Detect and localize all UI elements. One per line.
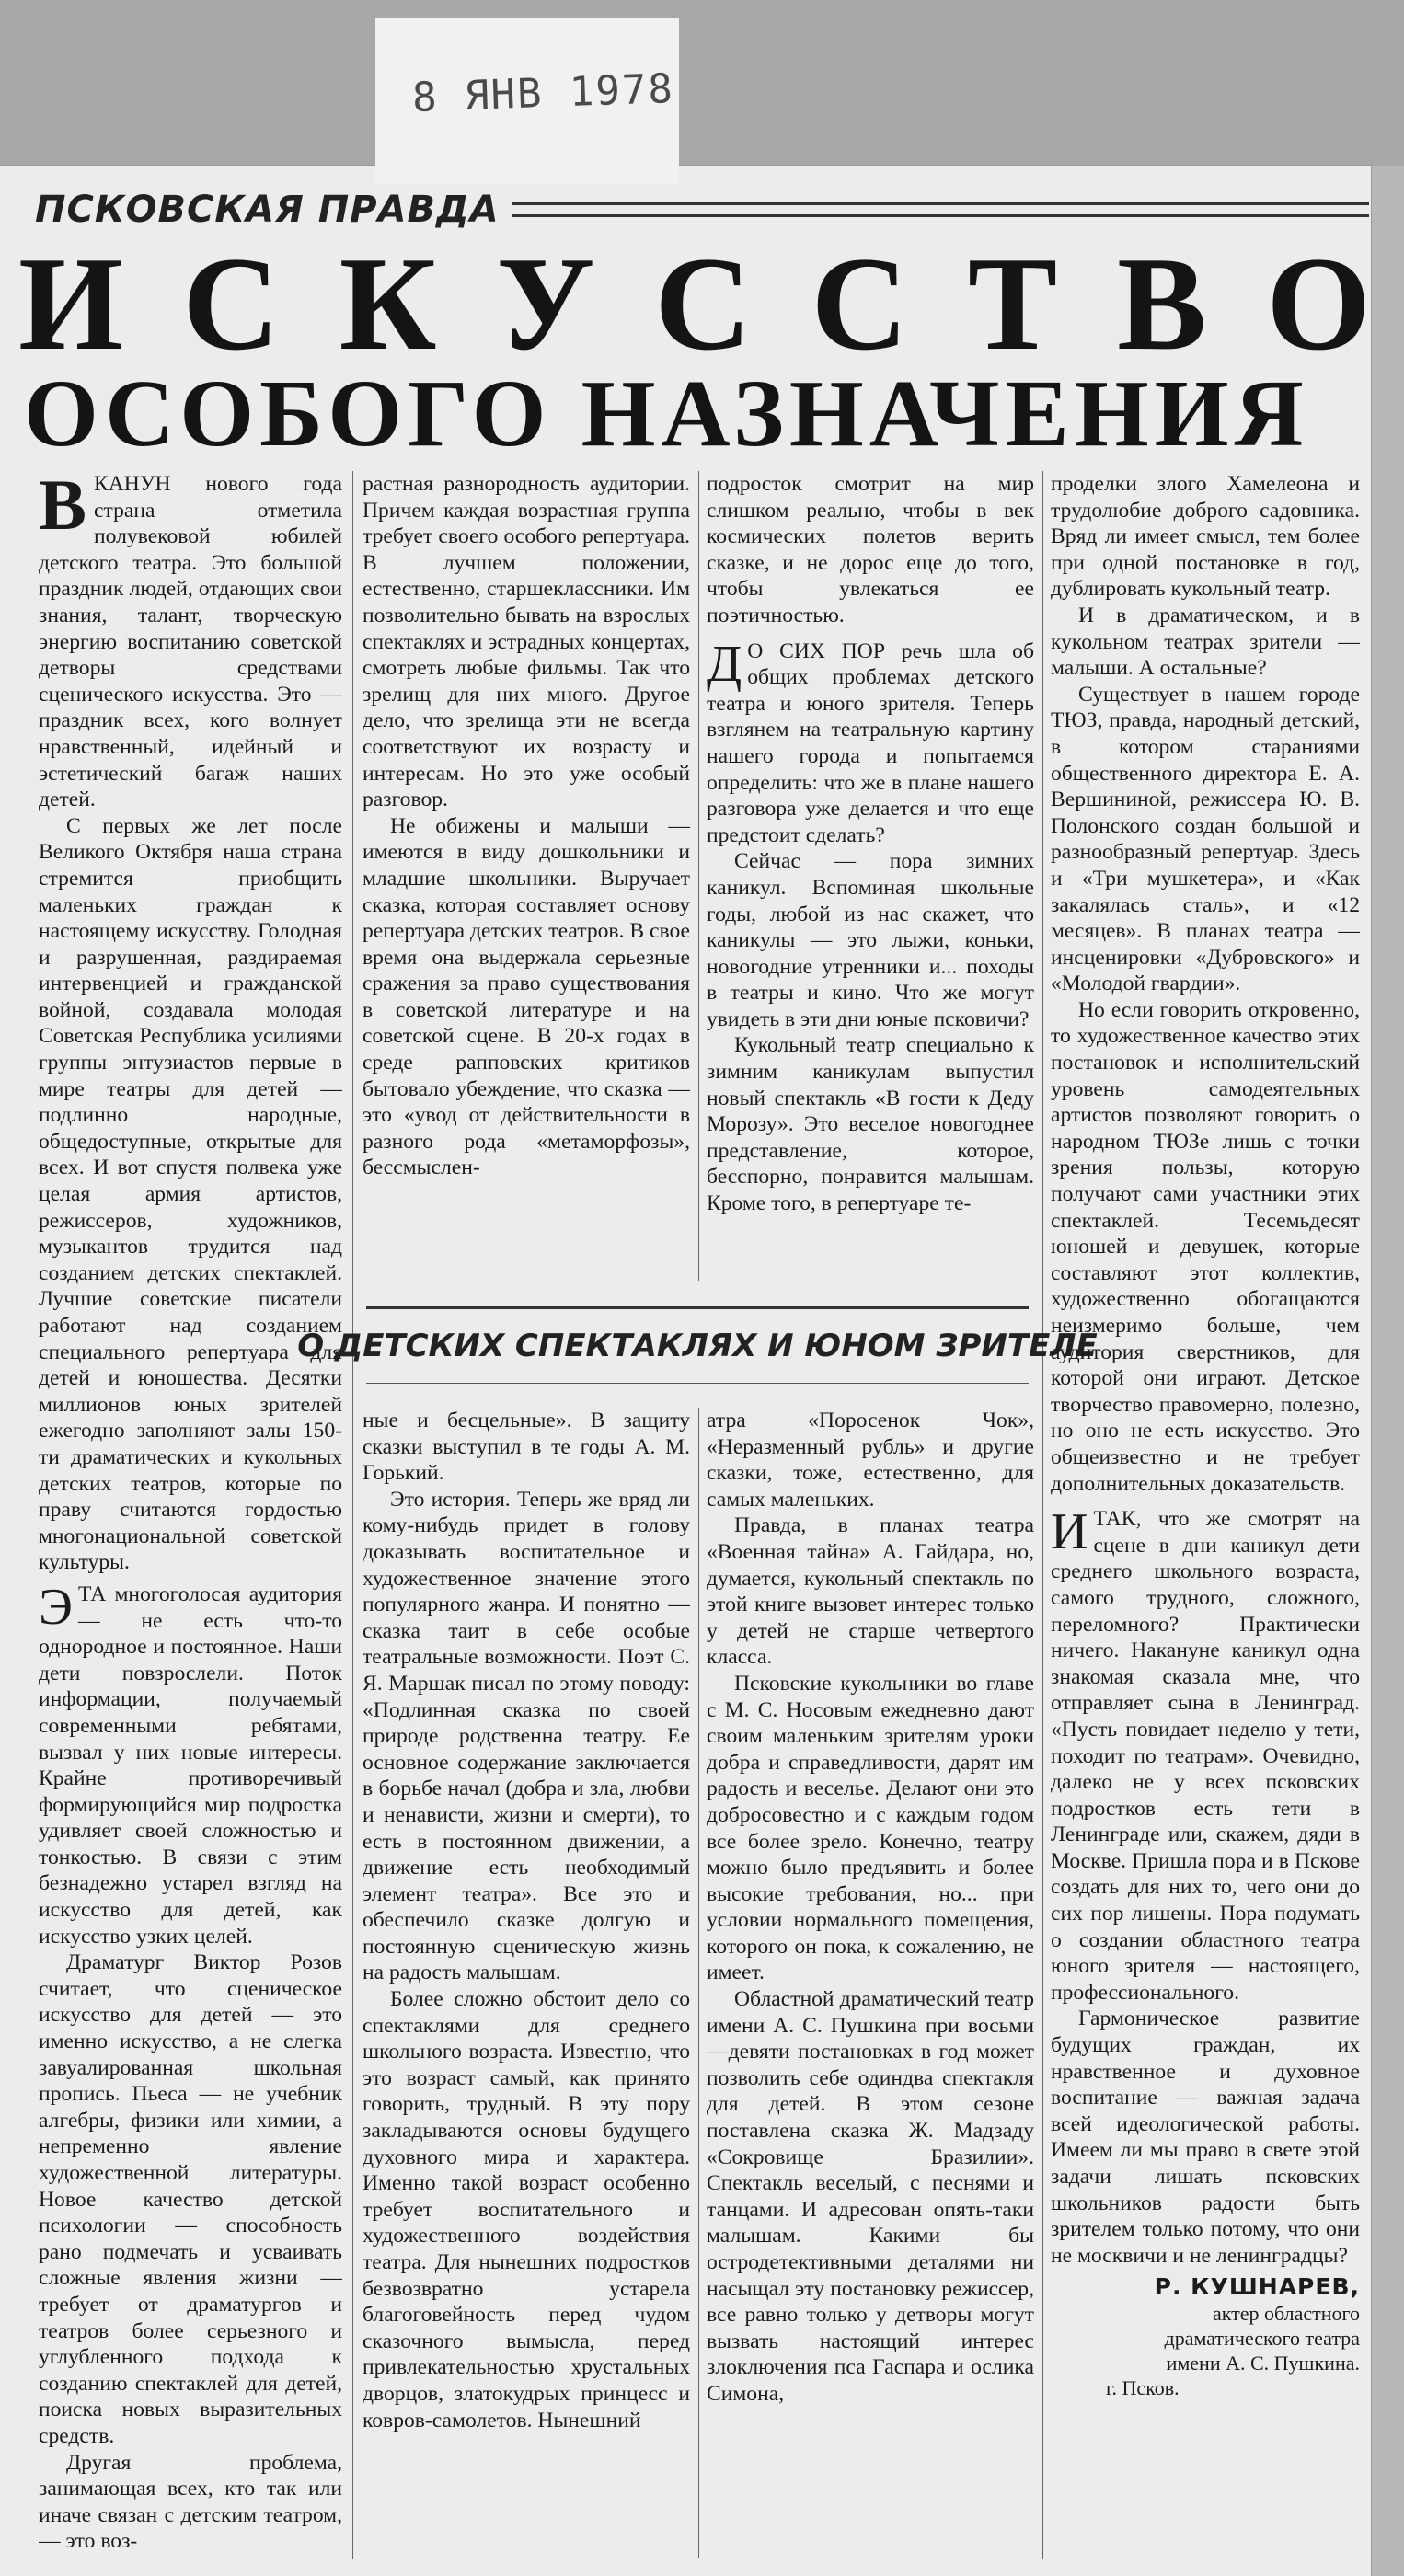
headline-letter: У — [496, 229, 595, 378]
author-role: драматического театра — [1164, 2326, 1360, 2350]
drop-cap: В — [39, 471, 87, 545]
column-rule — [1042, 471, 1043, 2559]
author-name: Р. КУШНАРЕВ, — [1154, 2273, 1360, 2301]
paragraph: Другая проблема, занимающая всех, кто так или иначе связан с детским театром, — это воз- — [39, 2450, 342, 2554]
paper-name: ПСКОВСКАЯ ПРАВДА — [35, 189, 500, 231]
paragraph: Но если говорить откровенно, то художественное качество этих постановок и исполнительский уровень самодеятельных артистов позволяют говорить о народном ТЮЗе лишь с точки зрения пользы, которую получают сами участники этих спектаклей. Тесемьдесят юношей и девушек, которые составляют этот коллектив, художественно обогащаются неизмеримо больше, чем аудитория сверстников, для которой они играют. Детское творчество правомерно, полезно, но оно не есть искусство. Это общеизвестно и не требует дополнительных доказательств. — [1051, 997, 1360, 1496]
headline-letter: С — [654, 229, 752, 378]
paragraph: проделки злого Хамелеона и трудолюбие доброго садовника. Вряд ли имеет смысл, тем более при одной постановке в год, дублировать кукольный театр. — [1051, 472, 1360, 602]
paragraph: Псковские кукольники во главе с М. С. Носовым ежедневно дают своим маленьким зрителям уроки добра и справедливости, дарят им радость и веселье. Делают они это добросовестно и с каждым годом все более зрело. Конечно, театру можно было предъявить и более высокие требования, но... при условии нормального помещения, которого он пока, к сожалению, не имеет. — [707, 1671, 1034, 1985]
paragraph: О СИХ ПОР речь шла об общих проблемах детского театра и юного зрителя. Теперь взглянем на театральную картину нашего города и попытаемся определить: что же в плане нашего разговора уже делается и что еще предстоит сделать? — [707, 638, 1034, 847]
masthead-rule — [512, 202, 1369, 217]
paragraph: Гармоническое развитие будущих граждан, их нравственное и духовное воспитание — важная задача всей идеологической работы. Имеем ли мы право в свете этой задачи лишать псковских школьников радости быть зрителем только потому, что они не москвичи и не ленинградцы? — [1051, 2007, 1360, 2268]
drop-cap: И — [1051, 1503, 1088, 1561]
headline-line-2: ОСОБОГО НАЗНАЧЕНИЯ — [24, 361, 1309, 466]
headline-letter: Т — [967, 229, 1058, 378]
headline-letter: В — [1117, 229, 1207, 378]
paragraph: КАНУН нового года страна отметила полувековой юбилей детского театра. Это большой праздник людей, отдающих свои знания, талант, творческую энергию воспитанию советской детворы средствами сценического искусства. Это — праздник всех, кого волнует нравственный, идейный и эстетический багаж наших детей. — [39, 472, 342, 812]
headline-letter: К — [339, 229, 437, 378]
paragraph: растная разнородность аудитории. Причем каждая возрастная группа требует своего особого репертуара. В лучшем положении, естественно, старшеклассники. Им позволительно бывать на взрослых спектаклях и эстрадных концертах, смотреть любые фильмы. Так что зрелищ для них много. Другое дело, что зрелища эти не всегда соответствуют их возрасту и интересам. Но это уже особый разговор. — [363, 472, 690, 812]
paragraph: Более сложно обстоит дело со спектаклями для среднего школьного возраста. Известно, что это возраст самый, как принято говорить, трудный. В эту пору закладываются основы будущего духовного мира и характера. Именно такой возраст особенно требует воспитательного и художественного воздействия театра. Для нынешних подростков безвозвратно устарела благоговейность перед чудом сказочного вымысла, перед привлекательностью хрустальных дворцов, златокудрых принцесс и ковров-самолетов. Нынешний — [363, 1987, 690, 2432]
paragraph: Сейчас — пора зимних каникул. Вспоминая школьные годы, любой из нас скажет, что каникулы — это лыжи, коньки, новогодние утренники и... походы в театры и кино. Что же могут увидеть в эти дни юные псковичи? — [707, 849, 1034, 1031]
headline-letter: С — [811, 229, 909, 378]
column-rule — [352, 471, 353, 2559]
author-role: имени А. С. Пушкина. — [1166, 2351, 1360, 2375]
paragraph: Правда, в планах театра «Военная тайна» А. Гайдара, но, думается, кукольный спектакль по этой книге вызовет интерес только у детей не старше четвертого класса. — [707, 1513, 1034, 1670]
paragraph: Кукольный театр специально к зимним каникулам выпустил новый спектакль «В гости к Деду Морозу». Это веселое новогоднее представление, которое, бесспорно, понравится малышам. Кроме того, в репертуаре те- — [707, 1033, 1034, 1216]
masthead — [35, 184, 1369, 236]
article-column-3-bottom — [707, 1408, 1034, 2569]
paragraph: Это история. Теперь же вряд ли кому-нибудь придет в голову доказывать воспитательное и художественное значение этого популярного жанра. И понятно — сказка таит в себе особые театральные возможности. Поэт С. Я. Маршак писал по этому поводу: «Подлинная сказка по своей природе родственна театру. Ее основное содержание заключается в борьбе начал (добра и зла, любви и ненависти, жизни и смерти), то есть в постоянном движении, а движение есть необходимый элемент театра». Все это и обеспечило сказке долгую и постоянную сценическую жизнь на радость малышам. — [363, 1487, 690, 1985]
article-column-2-bottom — [363, 1408, 690, 2569]
subheading — [297, 1306, 1098, 1384]
paragraph: Драматург Виктор Розов считает, что сценическое искусство для детей — это именно искусство, а не слегка завуалированная школьная пропись. Пьеса — не учебник алгебры, физики или химии, а непременно явление художественной литературы. Новое качество детской психологии — способность рано подмечать и усваивать сложные явления жизни — требует от драматургов и театров более серьезного и углубленного подхода к созданию спектаклей для детей, поиска новых выразительных средств. — [39, 1950, 342, 2448]
paragraph: С первых же лет после Великого Октября наша страна стремится приобщить маленьких граждан к настоящему искусству. Голодная и разрушенная, раздираемая интервенцией и гражданской войной, создавала молодая Советская Республика усилиями группы энтузиастов первые в мире театры для детей — подлинно народные, общедоступные, открытые для всех. И вот спустя полвека уже целая армия артистов, режиссеров, художников, музыкантов трудится над созданием детских спектаклей. Лучшие советские писатели работают над созданием специального репертуара для детей и юношества. Десятки миллионов юных зрителей ежегодно заполняют залы 150-ти драматических и кукольных детских театров, которые по праву считаются гордостью многонациональной советской культуры. — [39, 813, 342, 1575]
paragraph: атра «Поросенок Чок», «Неразменный рубль» и другие сказки, тоже, естественно, для самых маленьких. — [707, 1409, 1034, 1512]
headline-letter: С — [182, 229, 280, 378]
subheading-text: О ДЕТСКИХ СПЕКТАКЛЯХ И ЮНОМ ЗРИТЕЛЕ — [297, 1328, 1098, 1364]
article-column-2-top — [363, 471, 690, 1279]
date-stamp: 8 ЯНВ 1978 — [411, 65, 675, 121]
headline-letter: И — [18, 229, 123, 378]
article-column-3-top — [707, 471, 1034, 1279]
author-role: актер областного — [1212, 2301, 1360, 2325]
paragraph: ТА многоголосая аудитория — не есть что-то однородное и постоянное. Наши дети повзрослели. Поток информации, получаемый современными ребятами, вызвал у них новые интересы. Крайне противоречивый формирующийся мир подростка удивляет своей сложностью и тонкостью. В связи с этим безнадежно устарел взгляд на искусство для детей, как искусство узких целей. — [39, 1581, 342, 1949]
paragraph: Областной драматический театр имени А. С. Пушкина при восьми—девяти постановках в год может позволить себе одиндва спектакля для детей. В этом сезоне поставлена сказка Ж. Мадзаду «Сокровище Бразилии». Спектакль веселый, с песнями и танцами. И адресован опять-таки малышам. Какими бы остродетективными деталями ни насыщал эту постановку режиссер, все равно только у детворы могут вызвать настоящий интерес злоключения пса Гаспара и ослика Симона, — [707, 1987, 1034, 2406]
paragraph: ТАК, что же смотрят на сцене в дни каникул дети среднего школьного возраста, самого трудного, сложного, переломного? Практически ничего. Накануне каникул одна знакомая сказала мне, что отправляет сына в Ленинград. «Пусть повидает неделю у тети, походит по театрам». Очевидно, далеко не у всех псковских подростков есть тети в Ленинграде или, скажем, дяди в Москве. Пришла пора и в Пскове создать для них то, чего они до сих пор лишены. Пора подумать о создании областного театра юного зрителя — настоящего, профессионального. — [1051, 1507, 1360, 2005]
paragraph: подросток смотрит на мир слишком реально, чтобы в век космических полетов верить сказке, и не дорос еще до того, чтобы увлекаться ее поэтичностью. — [707, 472, 1034, 627]
paragraph: ные и бесцельные». В защиту сказки выступил в те годы А. М. Горький. — [363, 1409, 690, 1486]
headline-letter: О — [1266, 229, 1371, 378]
paragraph: И в драматическом, и в кукольном театрах зрители — малыши. А остальные? — [1051, 603, 1360, 681]
date-stamp-label — [375, 18, 679, 184]
column-rule — [698, 471, 699, 1281]
paragraph: Существует в нашем городе ТЮЗ, правда, народный детский, в котором стараниями общественного директора Е. А. Вершининой, режиссера Ю. В. Полонского создан большой и разнообразный репертуар. Здесь и «Три мушкетера», и «Как закалялась сталь», и «12 месяцев». В планах театра — инсценировки «Дубровского» и «Молодой гвардии». — [1051, 682, 1360, 996]
drop-cap: Д — [707, 635, 742, 693]
column-rule — [698, 1408, 699, 2558]
headline-line-1 — [18, 230, 1371, 377]
paragraph: Не обижены и малыши — имеются в виду дошкольники и младшие школьники. Выручает сказка, которая составляет основу репертуара детских театров. В свое время она выдержала серьезные сражения за право существования в советской литературе и на советской сцене. В 20-х годах в среде рапповских критиков бытовало убеждение, что сказка — это «увод от действительности в разного рода «метаморфозы», бессмыслен- — [363, 813, 690, 1180]
article-column-1 — [39, 471, 342, 2569]
article-column-4 — [1051, 471, 1360, 2569]
author-place: г. Псков. — [1106, 2375, 1180, 2399]
scan-background — [0, 0, 1404, 166]
drop-cap: Э — [39, 1578, 73, 1636]
